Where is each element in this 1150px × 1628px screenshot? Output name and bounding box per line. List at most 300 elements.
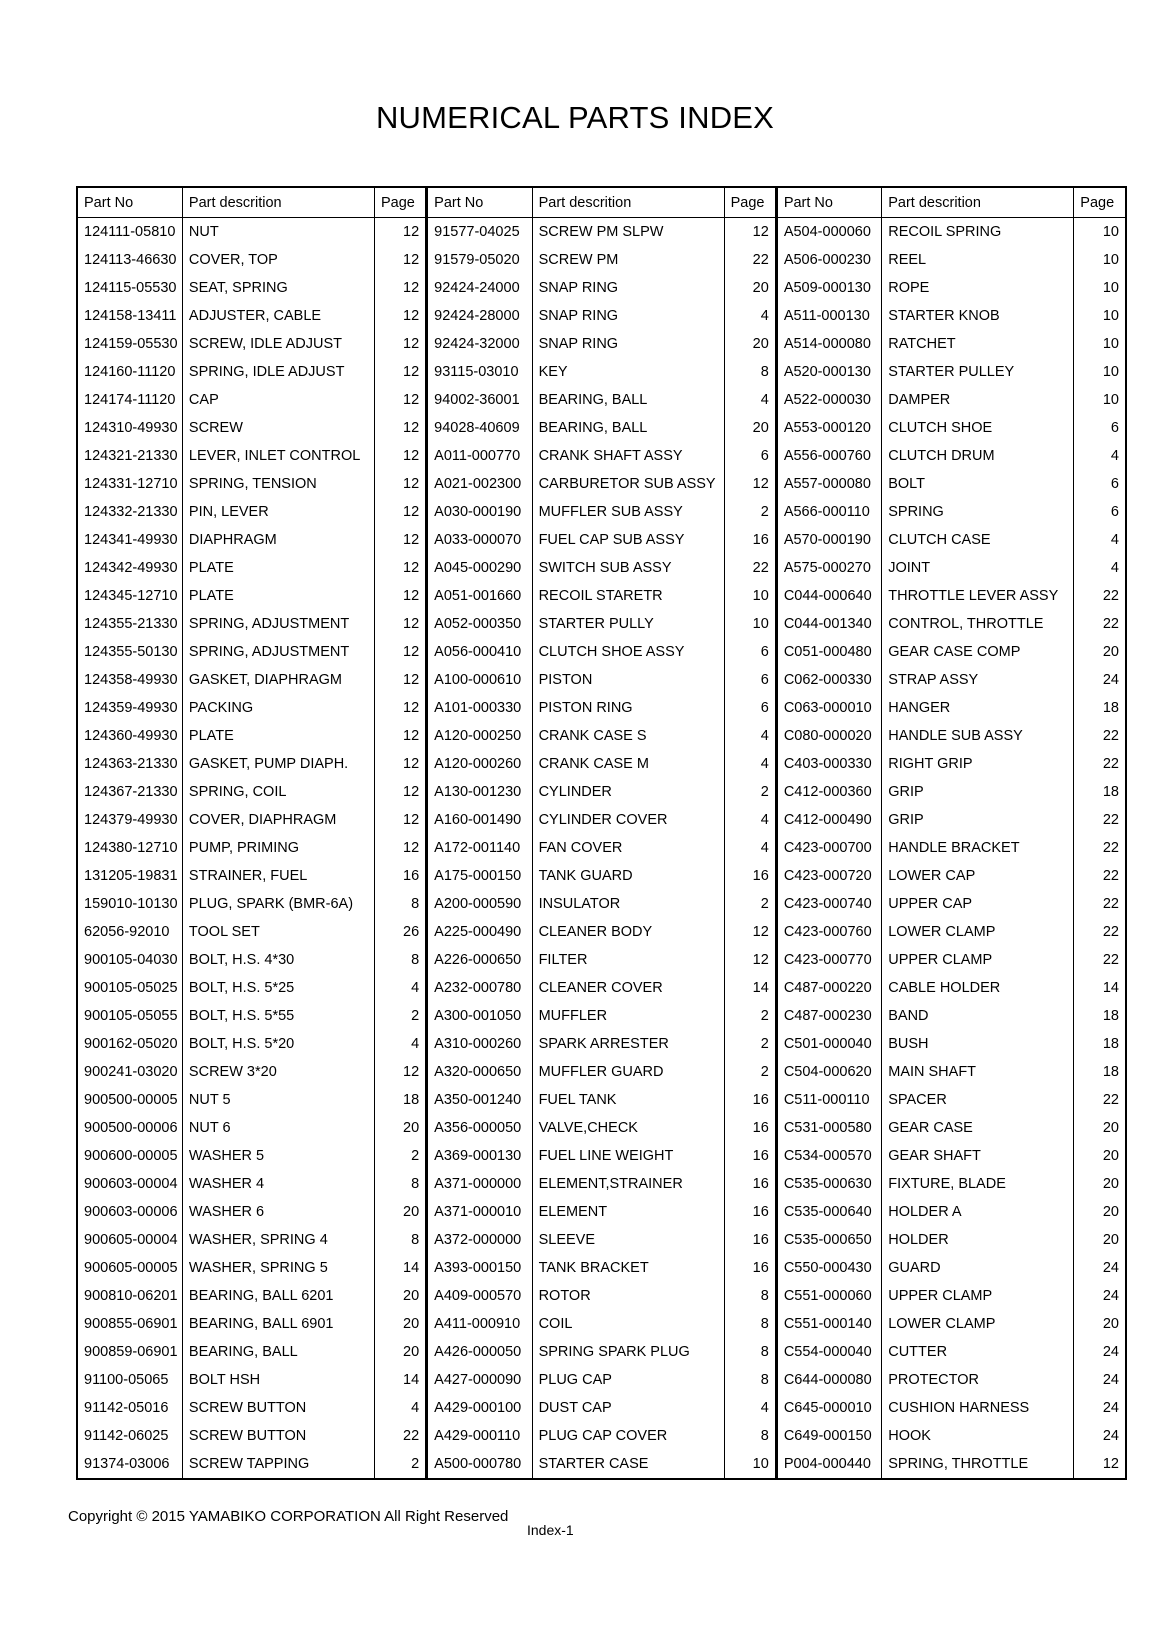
cell-part-no: 62056-92010	[77, 918, 182, 946]
table-row	[77, 1422, 1126, 1450]
cell-part-no: A575-000270	[776, 554, 881, 582]
cell-part-description: KEY	[532, 358, 724, 386]
cell-part-no: C412-000360	[776, 778, 881, 806]
cell-page: 10	[1074, 302, 1126, 330]
cell-part-no: C501-000040	[776, 1030, 881, 1058]
cell-part-no: A504-000060	[776, 218, 881, 247]
cell-page: 12	[374, 834, 426, 862]
cell-part-no: 91100-05065	[77, 1366, 182, 1394]
cell-page: 2	[724, 1030, 776, 1058]
cell-part-no: C534-000570	[776, 1142, 881, 1170]
cell-part-no: C487-000220	[776, 974, 881, 1002]
cell-part-description: MUFFLER	[532, 1002, 724, 1030]
cell-part-description: HANDLE SUB ASSY	[882, 722, 1074, 750]
table-header-row	[77, 187, 1126, 218]
cell-page: 4	[724, 1394, 776, 1422]
cell-part-description: SPRING SPARK PLUG	[532, 1338, 724, 1366]
cell-part-no: C531-000580	[776, 1114, 881, 1142]
cell-part-no: 900241-03020	[77, 1058, 182, 1086]
cell-part-description: SPARK ARRESTER	[532, 1030, 724, 1058]
cell-part-no: A553-000120	[776, 414, 881, 442]
cell-page: 22	[1074, 750, 1126, 778]
cell-page: 12	[724, 918, 776, 946]
table-row	[77, 274, 1126, 302]
cell-part-description: PIN, LEVER	[182, 498, 374, 526]
cell-page: 2	[374, 1450, 426, 1479]
table-row	[77, 1366, 1126, 1394]
cell-part-no: C551-000060	[776, 1282, 881, 1310]
cell-part-description: PLATE	[182, 554, 374, 582]
cell-part-no: 124332-21330	[77, 498, 182, 526]
cell-part-no: A411-000910	[427, 1310, 532, 1338]
cell-page: 24	[1074, 666, 1126, 694]
cell-part-description: BOLT, H.S. 5*55	[182, 1002, 374, 1030]
cell-page: 6	[1074, 470, 1126, 498]
cell-part-description: SPRING, IDLE ADJUST	[182, 358, 374, 386]
cell-part-no: 124159-05530	[77, 330, 182, 358]
cell-part-no: A310-000260	[427, 1030, 532, 1058]
cell-part-description: SPRING	[882, 498, 1074, 526]
cell-part-no: 124355-21330	[77, 610, 182, 638]
cell-part-no: 900162-05020	[77, 1030, 182, 1058]
cell-page: 10	[724, 582, 776, 610]
cell-part-description: GRIP	[882, 806, 1074, 834]
cell-part-description: CLUTCH CASE	[882, 526, 1074, 554]
cell-part-description: FUEL CAP SUB ASSY	[532, 526, 724, 554]
header-page: Page	[724, 187, 776, 218]
cell-page: 8	[374, 1170, 426, 1198]
cell-page: 8	[374, 946, 426, 974]
cell-part-no: 91579-05020	[427, 246, 532, 274]
cell-page: 12	[1074, 1450, 1126, 1479]
cell-part-description: ROPE	[882, 274, 1074, 302]
table-row	[77, 218, 1126, 247]
cell-part-description: CRANK CASE M	[532, 750, 724, 778]
cell-part-no: C423-000760	[776, 918, 881, 946]
cell-part-no: A033-000070	[427, 526, 532, 554]
cell-part-description: LOWER CLAMP	[882, 1310, 1074, 1338]
cell-part-description: HOLDER A	[882, 1198, 1074, 1226]
cell-part-description: DUST CAP	[532, 1394, 724, 1422]
cell-part-no: C412-000490	[776, 806, 881, 834]
cell-part-no: A372-000000	[427, 1226, 532, 1254]
cell-part-description: COVER, DIAPHRAGM	[182, 806, 374, 834]
cell-part-no: A045-000290	[427, 554, 532, 582]
cell-part-no: C051-000480	[776, 638, 881, 666]
cell-part-description: PUMP, PRIMING	[182, 834, 374, 862]
cell-part-no: A556-000760	[776, 442, 881, 470]
cell-part-description: STARTER KNOB	[882, 302, 1074, 330]
cell-part-no: A506-000230	[776, 246, 881, 274]
cell-part-description: RECOIL STARETR	[532, 582, 724, 610]
cell-page: 12	[374, 554, 426, 582]
table-row	[77, 1198, 1126, 1226]
cell-part-description: CUSHION HARNESS	[882, 1394, 1074, 1422]
cell-part-description: NUT 6	[182, 1114, 374, 1142]
cell-part-description: STARTER PULLY	[532, 610, 724, 638]
cell-part-no: A429-000110	[427, 1422, 532, 1450]
cell-part-description: GASKET, PUMP DIAPH.	[182, 750, 374, 778]
cell-part-no: 159010-10130	[77, 890, 182, 918]
cell-page: 12	[374, 414, 426, 442]
table-row	[77, 1310, 1126, 1338]
cell-page: 6	[724, 694, 776, 722]
cell-part-no: 124111-05810	[77, 218, 182, 247]
cell-part-no: 124331-12710	[77, 470, 182, 498]
cell-page: 12	[374, 610, 426, 638]
cell-part-no: C487-000230	[776, 1002, 881, 1030]
cell-part-no: A320-000650	[427, 1058, 532, 1086]
cell-part-no: C550-000430	[776, 1254, 881, 1282]
cell-part-no: 124360-49930	[77, 722, 182, 750]
cell-part-description: MUFFLER SUB ASSY	[532, 498, 724, 526]
cell-page: 18	[1074, 694, 1126, 722]
cell-part-description: STRAINER, FUEL	[182, 862, 374, 890]
cell-page: 4	[374, 1394, 426, 1422]
cell-part-no: A130-001230	[427, 778, 532, 806]
cell-page: 12	[374, 302, 426, 330]
cell-part-no: 91142-06025	[77, 1422, 182, 1450]
cell-page: 22	[1074, 918, 1126, 946]
cell-part-description: SCREW 3*20	[182, 1058, 374, 1086]
cell-page: 16	[724, 1254, 776, 1282]
cell-part-no: 900810-06201	[77, 1282, 182, 1310]
cell-part-no: 124341-49930	[77, 526, 182, 554]
cell-part-no: 900105-05055	[77, 1002, 182, 1030]
table-row	[77, 358, 1126, 386]
table-row	[77, 834, 1126, 862]
cell-page: 22	[1074, 862, 1126, 890]
table-row	[77, 1394, 1126, 1422]
cell-part-no: A371-000000	[427, 1170, 532, 1198]
cell-part-no: A514-000080	[776, 330, 881, 358]
cell-part-no: A120-000260	[427, 750, 532, 778]
cell-part-description: COVER, TOP	[182, 246, 374, 274]
cell-part-description: JOINT	[882, 554, 1074, 582]
cell-page: 20	[1074, 1114, 1126, 1142]
cell-part-description: MUFFLER GUARD	[532, 1058, 724, 1086]
cell-part-description: FUEL LINE WEIGHT	[532, 1142, 724, 1170]
cell-page: 16	[724, 1170, 776, 1198]
cell-part-description: CLUTCH SHOE ASSY	[532, 638, 724, 666]
cell-part-no: 92424-32000	[427, 330, 532, 358]
table-row	[77, 1254, 1126, 1282]
cell-page: 20	[374, 1114, 426, 1142]
cell-page: 12	[724, 470, 776, 498]
cell-part-description: PISTON	[532, 666, 724, 694]
cell-part-description: WASHER, SPRING 4	[182, 1226, 374, 1254]
table-row	[77, 526, 1126, 554]
cell-part-description: BOLT HSH	[182, 1366, 374, 1394]
cell-part-no: A052-000350	[427, 610, 532, 638]
cell-part-description: FILTER	[532, 946, 724, 974]
cell-part-no: 94028-40609	[427, 414, 532, 442]
cell-part-no: 124359-49930	[77, 694, 182, 722]
cell-page: 22	[1074, 834, 1126, 862]
cell-page: 24	[1074, 1422, 1126, 1450]
cell-page: 24	[1074, 1338, 1126, 1366]
cell-part-no: C535-000630	[776, 1170, 881, 1198]
cell-part-description: SPACER	[882, 1086, 1074, 1114]
header-page: Page	[1074, 187, 1126, 218]
table-row	[77, 778, 1126, 806]
cell-page: 22	[1074, 946, 1126, 974]
table-row	[77, 694, 1126, 722]
cell-page: 6	[724, 442, 776, 470]
cell-part-description: RECOIL SPRING	[882, 218, 1074, 247]
cell-page: 10	[724, 610, 776, 638]
cell-part-description: GUARD	[882, 1254, 1074, 1282]
cell-part-no: A160-001490	[427, 806, 532, 834]
cell-part-description: THROTTLE LEVER ASSY	[882, 582, 1074, 610]
table-row	[77, 750, 1126, 778]
cell-part-no: C535-000650	[776, 1226, 881, 1254]
cell-page: 24	[1074, 1282, 1126, 1310]
cell-page: 10	[1074, 386, 1126, 414]
cell-part-no: A175-000150	[427, 862, 532, 890]
cell-part-no: A369-000130	[427, 1142, 532, 1170]
cell-page: 10	[1074, 330, 1126, 358]
cell-part-no: 900603-00004	[77, 1170, 182, 1198]
table-row	[77, 554, 1126, 582]
cell-part-no: A051-001660	[427, 582, 532, 610]
cell-page: 4	[724, 302, 776, 330]
cell-page: 12	[374, 386, 426, 414]
cell-page: 12	[374, 582, 426, 610]
cell-part-description: SEAT, SPRING	[182, 274, 374, 302]
cell-page: 10	[1074, 246, 1126, 274]
cell-page: 16	[724, 1226, 776, 1254]
copyright-notice: Copyright © 2015 YAMABIKO CORPORATION All Right Reserved	[68, 1508, 509, 1525]
cell-page: 8	[724, 1422, 776, 1450]
table-row	[77, 330, 1126, 358]
cell-part-description: MAIN SHAFT	[882, 1058, 1074, 1086]
cell-page: 16	[724, 1086, 776, 1114]
table-row	[77, 246, 1126, 274]
cell-page: 12	[374, 470, 426, 498]
table-row	[77, 1338, 1126, 1366]
cell-part-description: GASKET, DIAPHRAGM	[182, 666, 374, 694]
cell-part-no: 124174-11120	[77, 386, 182, 414]
cell-part-description: LEVER, INLET CONTROL	[182, 442, 374, 470]
cell-part-no: 91142-05016	[77, 1394, 182, 1422]
cell-part-no: A232-000780	[427, 974, 532, 1002]
cell-page: 8	[724, 1310, 776, 1338]
cell-part-description: PISTON RING	[532, 694, 724, 722]
cell-part-description: ELEMENT	[532, 1198, 724, 1226]
table-row	[77, 862, 1126, 890]
cell-page: 18	[1074, 1030, 1126, 1058]
cell-page: 10	[1074, 358, 1126, 386]
cell-part-description: TANK BRACKET	[532, 1254, 724, 1282]
cell-part-description: RIGHT GRIP	[882, 750, 1074, 778]
cell-part-description: BOLT, H.S. 4*30	[182, 946, 374, 974]
cell-page: 2	[724, 498, 776, 526]
cell-part-no: 124355-50130	[77, 638, 182, 666]
cell-part-no: C044-001340	[776, 610, 881, 638]
table-row	[77, 666, 1126, 694]
cell-part-description: SCREW BUTTON	[182, 1394, 374, 1422]
cell-part-description: DAMPER	[882, 386, 1074, 414]
cell-part-description: UPPER CLAMP	[882, 946, 1074, 974]
cell-part-description: ADJUSTER, CABLE	[182, 302, 374, 330]
cell-part-description: SCREW PM SLPW	[532, 218, 724, 247]
cell-page: 18	[1074, 1058, 1126, 1086]
cell-page: 20	[1074, 1198, 1126, 1226]
cell-part-no: C044-000640	[776, 582, 881, 610]
cell-page: 20	[1074, 1170, 1126, 1198]
cell-part-no: A011-000770	[427, 442, 532, 470]
cell-page: 14	[724, 974, 776, 1002]
cell-part-no: A226-000650	[427, 946, 532, 974]
cell-part-no: A356-000050	[427, 1114, 532, 1142]
cell-page: 20	[374, 1338, 426, 1366]
cell-part-description: ELEMENT,STRAINER	[532, 1170, 724, 1198]
cell-part-no: C062-000330	[776, 666, 881, 694]
cell-page: 16	[724, 526, 776, 554]
cell-part-description: FIXTURE, BLADE	[882, 1170, 1074, 1198]
cell-part-description: CARBURETOR SUB ASSY	[532, 470, 724, 498]
cell-page: 4	[1074, 554, 1126, 582]
cell-part-no: C511-000110	[776, 1086, 881, 1114]
cell-part-no: A100-000610	[427, 666, 532, 694]
cell-part-description: GEAR SHAFT	[882, 1142, 1074, 1170]
cell-part-description: HOOK	[882, 1422, 1074, 1450]
cell-part-no: 124363-21330	[77, 750, 182, 778]
cell-part-no: 124310-49930	[77, 414, 182, 442]
cell-part-no: A509-000130	[776, 274, 881, 302]
cell-part-description: HANDLE BRACKET	[882, 834, 1074, 862]
cell-page: 12	[374, 330, 426, 358]
cell-part-no: C423-000720	[776, 862, 881, 890]
cell-part-no: C645-000010	[776, 1394, 881, 1422]
cell-part-no: 91374-03006	[77, 1450, 182, 1479]
cell-page: 4	[1074, 442, 1126, 470]
cell-part-no: 900500-00005	[77, 1086, 182, 1114]
cell-part-description: ROTOR	[532, 1282, 724, 1310]
cell-page: 24	[1074, 1366, 1126, 1394]
cell-page: 20	[724, 330, 776, 358]
cell-page: 24	[1074, 1394, 1126, 1422]
cell-part-no: A393-000150	[427, 1254, 532, 1282]
cell-part-description: LOWER CAP	[882, 862, 1074, 890]
cell-part-no: 900105-04030	[77, 946, 182, 974]
cell-page: 16	[724, 1198, 776, 1226]
cell-part-description: PACKING	[182, 694, 374, 722]
cell-part-description: PLATE	[182, 722, 374, 750]
table-row	[77, 946, 1126, 974]
cell-page: 22	[374, 1422, 426, 1450]
table-row	[77, 1114, 1126, 1142]
cell-page: 12	[724, 218, 776, 247]
cell-page: 10	[1074, 274, 1126, 302]
table-row	[77, 386, 1126, 414]
cell-part-no: P004-000440	[776, 1450, 881, 1479]
cell-part-description: CONTROL, THROTTLE	[882, 610, 1074, 638]
cell-part-no: 900605-00004	[77, 1226, 182, 1254]
cell-part-no: 131205-19831	[77, 862, 182, 890]
cell-page: 12	[374, 638, 426, 666]
cell-part-description: PLATE	[182, 582, 374, 610]
cell-page: 20	[1074, 638, 1126, 666]
cell-part-no: A409-000570	[427, 1282, 532, 1310]
cell-part-no: 900500-00006	[77, 1114, 182, 1142]
cell-part-no: A056-000410	[427, 638, 532, 666]
cell-part-no: 91577-04025	[427, 218, 532, 247]
cell-part-description: BAND	[882, 1002, 1074, 1030]
cell-page: 12	[724, 946, 776, 974]
cell-part-description: PROTECTOR	[882, 1366, 1074, 1394]
cell-part-no: 900855-06901	[77, 1310, 182, 1338]
parts-index-table	[76, 186, 1127, 1480]
cell-part-description: HOLDER	[882, 1226, 1074, 1254]
cell-page: 22	[1074, 806, 1126, 834]
cell-part-no: 124358-49930	[77, 666, 182, 694]
cell-page: 16	[374, 862, 426, 890]
cell-part-no: 900603-00006	[77, 1198, 182, 1226]
cell-page: 8	[374, 890, 426, 918]
cell-page: 20	[374, 1310, 426, 1338]
table-row	[77, 1030, 1126, 1058]
cell-part-description: FAN COVER	[532, 834, 724, 862]
cell-part-no: 900105-05025	[77, 974, 182, 1002]
cell-part-description: GEAR CASE	[882, 1114, 1074, 1142]
table-row	[77, 1450, 1126, 1479]
cell-part-description: GRIP	[882, 778, 1074, 806]
cell-part-no: 124321-21330	[77, 442, 182, 470]
cell-part-description: UPPER CLAMP	[882, 1282, 1074, 1310]
cell-part-no: C423-000700	[776, 834, 881, 862]
cell-page: 6	[1074, 414, 1126, 442]
cell-page: 12	[374, 778, 426, 806]
cell-part-no: 94002-36001	[427, 386, 532, 414]
cell-part-no: 124113-46630	[77, 246, 182, 274]
cell-part-no: A200-000590	[427, 890, 532, 918]
cell-part-no: 124380-12710	[77, 834, 182, 862]
cell-part-no: 124345-12710	[77, 582, 182, 610]
cell-part-description: LOWER CLAMP	[882, 918, 1074, 946]
cell-page: 20	[724, 414, 776, 442]
cell-part-description: SNAP RING	[532, 302, 724, 330]
table-row	[77, 1086, 1126, 1114]
table-row	[77, 1170, 1126, 1198]
cell-part-no: 124115-05530	[77, 274, 182, 302]
cell-part-no: 93115-03010	[427, 358, 532, 386]
cell-part-no: C423-000740	[776, 890, 881, 918]
table-row	[77, 1002, 1126, 1030]
cell-part-description: UPPER CAP	[882, 890, 1074, 918]
cell-page: 16	[724, 1142, 776, 1170]
cell-page: 12	[374, 526, 426, 554]
cell-page: 20	[1074, 1142, 1126, 1170]
cell-part-no: C644-000080	[776, 1366, 881, 1394]
cell-part-description: BOLT, H.S. 5*25	[182, 974, 374, 1002]
header-part-description: Part descrition	[532, 187, 724, 218]
cell-part-description: BEARING, BALL	[182, 1338, 374, 1366]
cell-part-description: CRANK SHAFT ASSY	[532, 442, 724, 470]
cell-part-description: GEAR CASE COMP	[882, 638, 1074, 666]
cell-part-description: BEARING, BALL 6201	[182, 1282, 374, 1310]
cell-part-description: SLEEVE	[532, 1226, 724, 1254]
cell-part-no: 124342-49930	[77, 554, 182, 582]
cell-page: 12	[374, 806, 426, 834]
table-row	[77, 470, 1126, 498]
cell-part-description: BUSH	[882, 1030, 1074, 1058]
cell-part-no: 92424-28000	[427, 302, 532, 330]
table-row	[77, 442, 1126, 470]
cell-page: 8	[724, 1282, 776, 1310]
cell-part-no: A427-000090	[427, 1366, 532, 1394]
